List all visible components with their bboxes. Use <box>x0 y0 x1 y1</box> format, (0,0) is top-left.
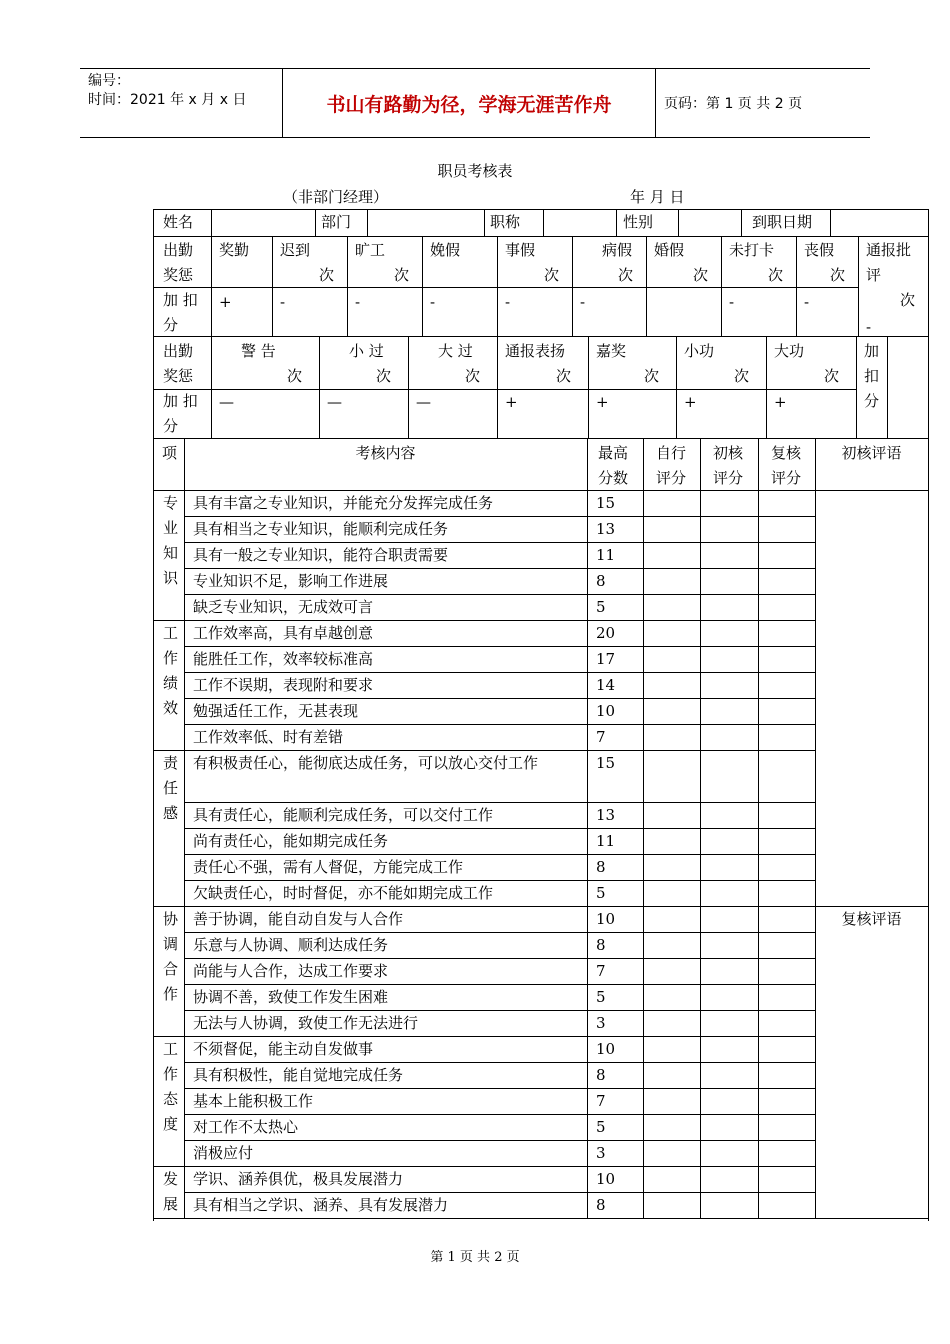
category-name-char: 感 <box>163 804 179 822</box>
attendance-item-unit: 次 <box>900 291 916 309</box>
info-label: 到职日期 <box>752 213 813 231</box>
document-header <box>80 68 870 138</box>
max-score: 8 <box>596 572 606 590</box>
criteria-text: 乐意与人协调、顺利达成任务 <box>193 936 389 954</box>
score-side-label: 扣 <box>864 367 880 385</box>
attendance-item-sign: - <box>580 293 586 311</box>
attendance-item-sign: + <box>774 393 787 411</box>
criteria-text: 无法与人协调，致使工作无法进行 <box>193 1014 419 1032</box>
rule-v <box>211 336 212 439</box>
rule-v <box>315 209 316 237</box>
max-score: 8 <box>596 1196 606 1214</box>
rule-v <box>497 236 498 337</box>
max-score: 7 <box>596 728 606 746</box>
score-row-label: 加 扣 <box>163 291 198 309</box>
header-meta <box>80 69 282 137</box>
max-score: 5 <box>596 988 606 1006</box>
attendance-item-name: 小 过 <box>349 342 384 360</box>
criteria-text: 责任心不强，需有人督促，方能完成工作 <box>193 858 464 876</box>
rule-v <box>319 336 320 439</box>
attendance-item-unit: 次 <box>824 367 840 385</box>
criteria-text: 尚有责任心，能如期完成任务 <box>193 832 389 850</box>
category-name-char: 知 <box>163 544 179 562</box>
attendance-item-sign: + <box>596 393 609 411</box>
attendance-item-sign: — <box>327 393 342 411</box>
category-name-char: 专 <box>163 494 179 512</box>
rule-v <box>422 236 423 337</box>
criteria-text: 对工作不太热心 <box>193 1118 299 1136</box>
rule-v <box>796 236 797 337</box>
rule-v <box>211 236 212 337</box>
col-header-review: 复核 <box>771 444 802 462</box>
attendance-item-name: 迟到 <box>280 241 311 259</box>
max-score: 7 <box>596 962 606 980</box>
attendance-item-name: 娩假 <box>430 241 461 259</box>
attendance-item-unit: 次 <box>734 367 750 385</box>
criteria-text: 学识、涵养俱优，极具发展潜力 <box>193 1170 404 1188</box>
rule-v <box>184 490 185 1219</box>
category-name-char: 调 <box>163 935 179 953</box>
page-info: 页码：第 1 页 共 2 页 <box>664 96 803 112</box>
criteria-text: 工作效率低、时有差错 <box>193 728 344 746</box>
max-score: 17 <box>596 650 616 668</box>
col-header-self: 自行 <box>656 444 687 462</box>
attendance-item-unit: 次 <box>319 266 335 284</box>
category-name-char: 业 <box>163 519 179 537</box>
attendance-item-name: 婚假 <box>654 241 685 259</box>
rule-v <box>928 490 929 1219</box>
max-score: 10 <box>596 910 616 928</box>
category-name-char: 度 <box>163 1115 179 1133</box>
attendance-item-unit: 次 <box>394 266 410 284</box>
criteria-text: 具有相当之专业知识，能顺利完成任务 <box>193 520 449 538</box>
max-score: 15 <box>596 494 616 512</box>
criteria-text: 具有责任心，能顺利完成任务，可以交付工作 <box>193 806 494 824</box>
attendance-item-unit: 次 <box>376 367 392 385</box>
attendance-item-unit: 次 <box>465 367 481 385</box>
max-score: 11 <box>596 546 616 564</box>
rule-v <box>587 438 588 491</box>
category-name-char: 工 <box>163 624 179 642</box>
attendance-item-name: 丧假 <box>804 241 835 259</box>
attendance-item-name: 病假 <box>602 241 633 259</box>
rule-v <box>766 336 767 439</box>
attendance-item-unit: 次 <box>618 266 634 284</box>
attendance-item-sign: - <box>430 293 436 311</box>
attendance-item-sign: - <box>866 318 872 336</box>
col-header-max: 最高 <box>598 444 629 462</box>
max-score: 8 <box>596 1066 606 1084</box>
rule-v <box>153 490 154 1219</box>
max-score: 10 <box>596 702 616 720</box>
max-score: 15 <box>596 754 616 772</box>
max-score: 5 <box>596 1118 606 1136</box>
max-score: 8 <box>596 936 606 954</box>
max-score: 5 <box>596 884 606 902</box>
attendance-item-name: 通报批评 <box>866 241 912 284</box>
score-row-label: 分 <box>163 316 179 334</box>
rule-h <box>153 1218 929 1219</box>
category-name-char: 工 <box>163 1040 179 1058</box>
rule-v <box>211 209 212 237</box>
attendance-item-sign: - <box>355 293 361 311</box>
rule-v <box>830 209 831 237</box>
max-score: 8 <box>596 858 606 876</box>
form-subtitle: （非部门经理） <box>283 188 389 206</box>
attendance-item-unit: 次 <box>287 367 303 385</box>
category-name-char: 合 <box>163 960 179 978</box>
col-header-first: 初核 <box>713 444 744 462</box>
category-name-char: 发 <box>163 1170 179 1188</box>
category-name-char: 识 <box>163 569 179 587</box>
rule-h <box>153 336 929 337</box>
criteria-text: 具有丰富之专业知识，并能充分发挥完成任务 <box>193 494 494 512</box>
rule-v <box>856 336 857 439</box>
form-title: 职员考核表 <box>437 162 513 180</box>
attendance-item-unit: 次 <box>693 266 709 284</box>
criteria-text: 协调不善，致使工作发生困难 <box>193 988 389 1006</box>
attendance-item-sign: + <box>684 393 697 411</box>
max-score: 10 <box>596 1040 616 1058</box>
attendance-item-name: 嘉奖 <box>596 342 627 360</box>
rule-v <box>700 438 701 491</box>
max-score: 5 <box>596 598 606 616</box>
category-name-char: 态 <box>163 1090 179 1108</box>
category-name-char: 作 <box>163 649 179 667</box>
info-label: 职称 <box>490 213 521 231</box>
rule-v <box>721 236 722 337</box>
attendance-item-sign: + <box>219 293 232 311</box>
max-score: 3 <box>596 1144 606 1162</box>
attendance-item-name: 小功 <box>684 342 715 360</box>
criteria-text: 基本上能积极工作 <box>193 1092 314 1110</box>
rule-v <box>928 336 929 439</box>
score-side-label: 分 <box>864 392 880 410</box>
rule-v <box>587 490 588 1219</box>
max-score: 3 <box>596 1014 606 1032</box>
attendance-item-name: 大功 <box>774 342 805 360</box>
criteria-text: 不须督促，能主动自发做事 <box>193 1040 374 1058</box>
attendance-item-sign: - <box>804 293 810 311</box>
criteria-text: 尚能与人合作，达成工作要求 <box>193 962 389 980</box>
time-label: 时间：2021 年 x 月 x 日 <box>88 92 247 108</box>
max-score: 10 <box>596 1170 616 1188</box>
rule-v <box>272 236 273 337</box>
attendance-item-sign: — <box>219 393 234 411</box>
code-label: 编号： <box>88 73 130 89</box>
col-header-first-comment: 初核评语 <box>841 444 902 462</box>
rule-v <box>643 490 644 1219</box>
attendance-item-sign: + <box>505 393 518 411</box>
category-name-char: 协 <box>163 910 179 928</box>
attendance-row-label: 出勤 <box>163 342 194 360</box>
date-line: 年 月 日 <box>630 188 685 206</box>
criteria-text: 具有积极性，能自觉地完成任务 <box>193 1066 404 1084</box>
rule-v <box>497 336 498 439</box>
category-name-char: 任 <box>163 779 179 797</box>
rule-v <box>815 490 816 1219</box>
rule-v <box>588 336 589 439</box>
attendance-item-name: 警 告 <box>241 342 276 360</box>
rule-h <box>153 236 929 237</box>
criteria-text: 缺乏专业知识，无成效可言 <box>193 598 374 616</box>
category-name-char: 效 <box>163 699 179 717</box>
attendance-item-sign: - <box>280 293 286 311</box>
col-header-first: 评分 <box>713 469 744 487</box>
rule-v <box>741 209 742 237</box>
attendance-row-label: 出勤 <box>163 241 194 259</box>
rule-v <box>758 438 759 491</box>
criteria-text: 欠缺责任心，时时督促，亦不能如期完成工作 <box>193 884 494 902</box>
score-row-label: 分 <box>163 417 179 435</box>
rule-v <box>676 336 677 439</box>
criteria-text: 工作不误期，表现附和要求 <box>193 676 374 694</box>
rule-v <box>928 236 929 337</box>
criteria-text: 善于协调，能自动自发与人合作 <box>193 910 404 928</box>
attendance-item-name: 事假 <box>505 241 536 259</box>
rule-h <box>815 906 929 907</box>
attendance-item-unit: 次 <box>556 367 572 385</box>
rule-v <box>700 490 701 1219</box>
rule-v <box>347 236 348 337</box>
rule-v <box>543 209 544 237</box>
attendance-item-name: 未打卡 <box>729 241 775 259</box>
rule-h <box>153 438 929 439</box>
category-name-char: 展 <box>163 1195 179 1213</box>
max-score: 11 <box>596 832 616 850</box>
rule-v <box>572 236 573 337</box>
category-name-char: 绩 <box>163 674 179 692</box>
motto: 书山有路勤为径，学海无涯苦作舟 <box>282 69 656 137</box>
criteria-text: 能胜任工作，效率较标准高 <box>193 650 374 668</box>
info-label: 性别 <box>623 213 654 231</box>
score-row-label: 加 扣 <box>163 392 198 410</box>
attendance-item-name: 奖勤 <box>219 241 250 259</box>
col-header-max: 分数 <box>598 469 629 487</box>
rule-v <box>484 209 485 237</box>
rule-v <box>367 209 368 237</box>
info-label: 部门 <box>321 213 352 231</box>
rule-v <box>678 209 679 237</box>
review-comment-label: 复核评语 <box>841 910 902 928</box>
criteria-text: 勉强适任工作，无甚表现 <box>193 702 359 720</box>
attendance-item-sign: - <box>729 293 735 311</box>
criteria-text: 工作效率高，具有卓越创意 <box>193 624 374 642</box>
rule-h <box>153 209 929 210</box>
col-header-content: 考核内容 <box>355 444 416 462</box>
rule-v <box>408 336 409 439</box>
category-name-char: 作 <box>163 1065 179 1083</box>
rule-v <box>643 438 644 491</box>
max-score: 20 <box>596 624 616 642</box>
max-score: 7 <box>596 1092 606 1110</box>
col-header-self: 评分 <box>656 469 687 487</box>
criteria-text: 具有一般之专业知识，能符合职责需要 <box>193 546 449 564</box>
rule-v <box>153 438 154 491</box>
rule-v <box>928 438 929 491</box>
rule-v <box>887 336 888 439</box>
criteria-text: 具有相当之学识、涵养、具有发展潜力 <box>193 1196 449 1214</box>
attendance-row-label: 奖惩 <box>163 266 194 284</box>
attendance-item-name: 通报表扬 <box>505 342 566 360</box>
col-header-review: 评分 <box>771 469 802 487</box>
attendance-row-label: 奖惩 <box>163 367 194 385</box>
col-header-item: 项 <box>162 444 178 462</box>
page-footer: 第 1 页 共 2 页 <box>430 1250 520 1265</box>
attendance-item-unit: 次 <box>768 266 784 284</box>
rule-v <box>153 336 154 439</box>
max-score: 13 <box>596 520 616 538</box>
rule-v <box>758 490 759 1219</box>
max-score: 13 <box>596 806 616 824</box>
attendance-item-name: 旷工 <box>355 241 386 259</box>
attendance-item-name: 大 过 <box>438 342 473 360</box>
criteria-text: 专业知识不足，影响工作进展 <box>193 572 389 590</box>
rule-v <box>858 236 859 337</box>
category-name-char: 责 <box>163 754 179 772</box>
criteria-text: 消极应付 <box>193 1144 254 1162</box>
attendance-item-sign: - <box>505 293 511 311</box>
attendance-item-unit: 次 <box>644 367 660 385</box>
attendance-item-unit: 次 <box>544 266 560 284</box>
category-name-char: 作 <box>163 985 179 1003</box>
rule-v <box>153 236 154 337</box>
rule-v <box>616 209 617 237</box>
info-label: 姓名 <box>163 213 194 231</box>
criteria-text: 有积极责任心，能彻底达成任务，可以放心交付工作 <box>193 754 539 772</box>
attendance-item-sign: — <box>416 393 431 411</box>
rule-h <box>153 287 859 288</box>
max-score: 14 <box>596 676 616 694</box>
attendance-item-unit: 次 <box>830 266 846 284</box>
score-side-label: 加 <box>864 342 880 360</box>
